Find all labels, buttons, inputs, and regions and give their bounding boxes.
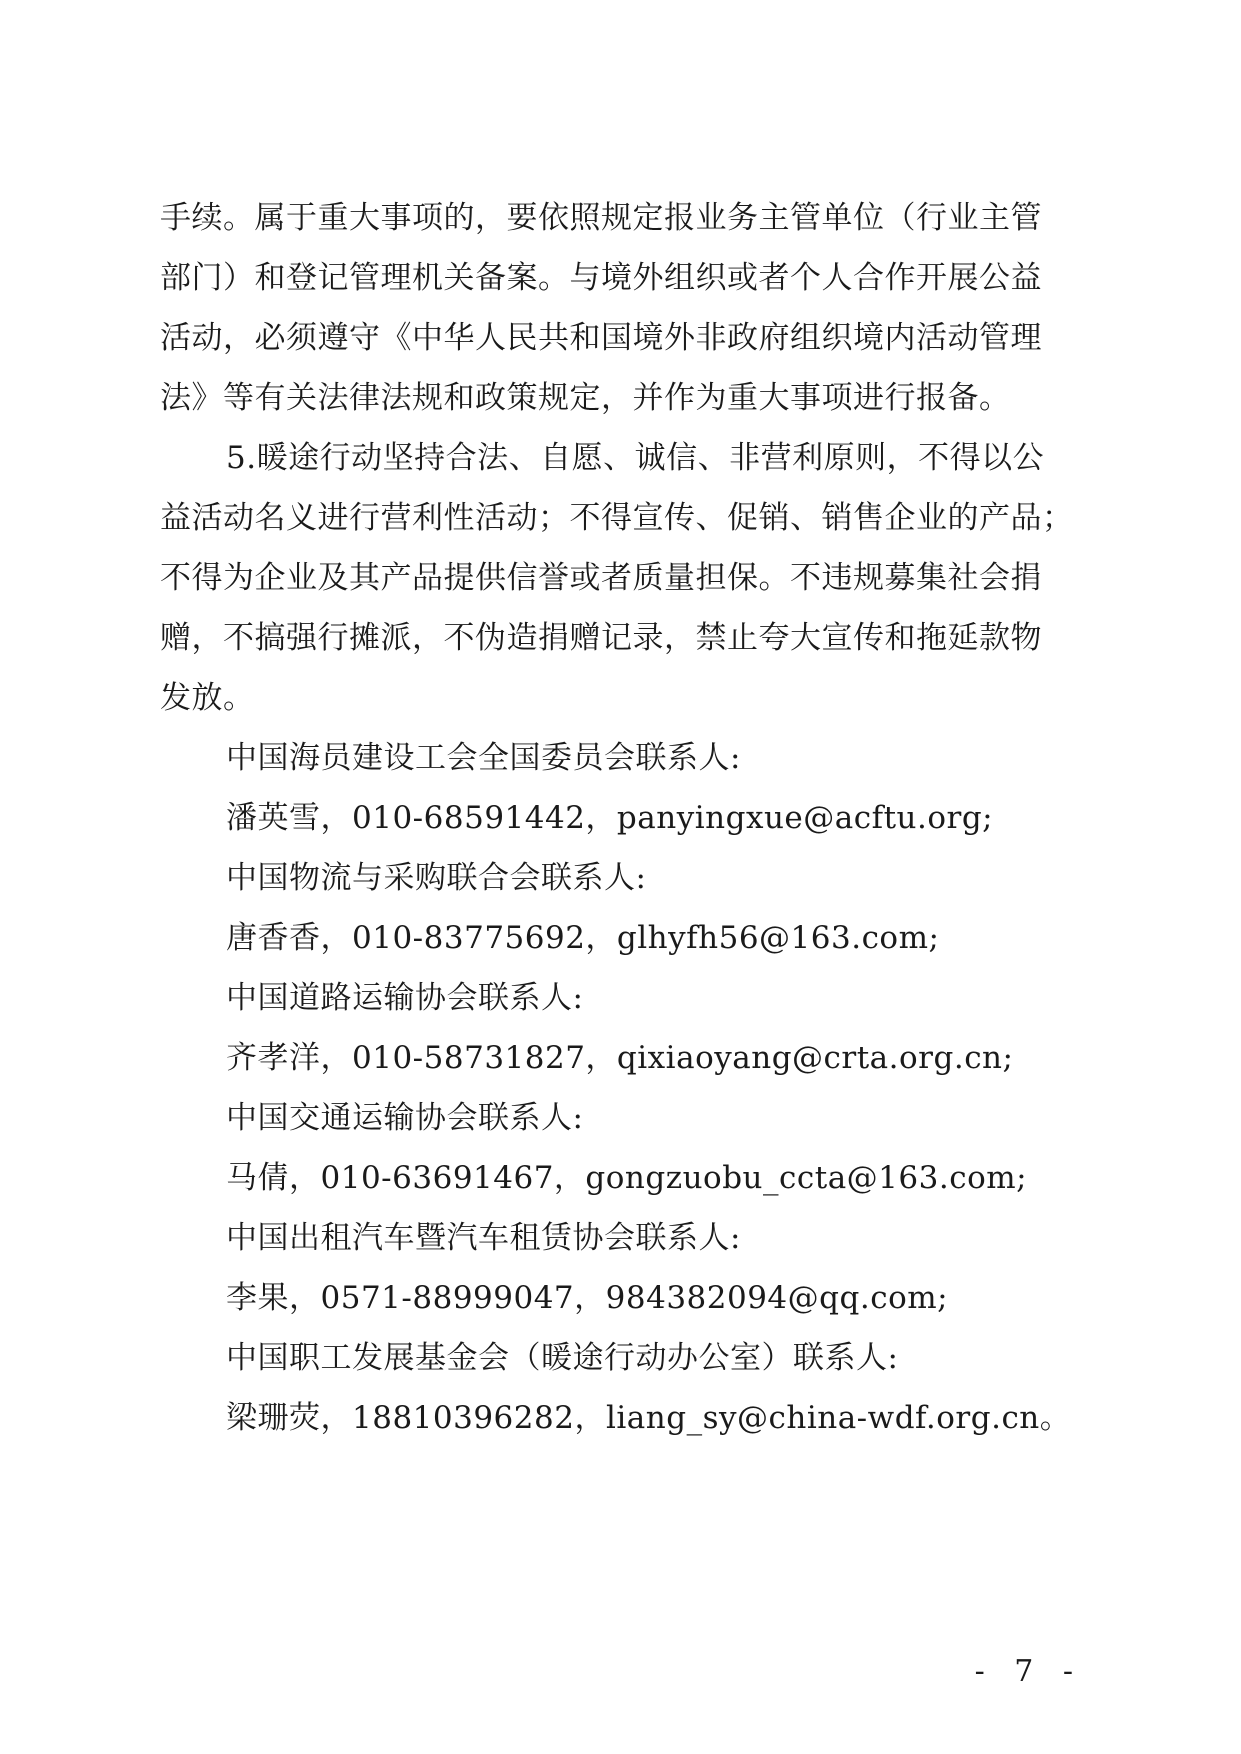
- text-line: 不得为企业及其产品提供信誉或者质量担保。不违规募集社会捐: [160, 560, 1042, 596]
- contact-detail: 李果，0571-88999047，984382094@qq.com;: [226, 1280, 949, 1316]
- contact-org: 中国道路运输协会联系人:: [226, 980, 584, 1016]
- text-line: 法》等有关法律法规和政策规定，并作为重大事项进行报备。: [160, 380, 1011, 416]
- contact-org: 中国交通运输协会联系人:: [226, 1100, 584, 1136]
- contact-detail: 梁珊荧，18810396282，liang_sy@china-wdf.org.cn。: [226, 1400, 1072, 1436]
- contact-detail: 唐香香，010-83775692，glhyfh56@163.com;: [226, 920, 940, 956]
- contact-detail: 齐孝洋，010-58731827，qixiaoyang@crta.org.cn;: [226, 1040, 1014, 1076]
- text-line: 手续。属于重大事项的，要依照规定报业务主管单位（行业主管: [160, 200, 1042, 236]
- text-line: 部门）和登记管理机关备案。与境外组织或者个人合作开展公益: [160, 260, 1042, 296]
- contact-org: 中国出租汽车暨汽车租赁协会联系人:: [226, 1220, 741, 1256]
- text-line: 活动，必须遵守《中华人民共和国境外非政府组织境内活动管理: [160, 320, 1042, 356]
- contact-detail: 潘英雪，010-68591442，panyingxue@acftu.org;: [226, 800, 994, 836]
- page-number: - 7 -: [974, 1654, 1083, 1689]
- contact-org: 中国海员建设工会全国委员会联系人:: [226, 740, 741, 776]
- text-line: 益活动名义进行营利性活动；不得宣传、促销、销售企业的产品；: [160, 500, 1074, 536]
- contact-detail: 马倩，010-63691467，gongzuobu_ccta@163.com;: [226, 1160, 1028, 1196]
- contact-org: 中国职工发展基金会（暖途行动办公室）联系人:: [226, 1340, 899, 1376]
- text-line: 5.暖途行动坚持合法、自愿、诚信、非营利原则，不得以公: [226, 440, 1045, 476]
- text-line: 发放。: [160, 680, 255, 716]
- text-line: 赠，不搞强行摊派，不伪造捐赠记录，禁止夸大宣传和拖延款物: [160, 620, 1042, 656]
- contact-org: 中国物流与采购联合会联系人:: [226, 860, 647, 896]
